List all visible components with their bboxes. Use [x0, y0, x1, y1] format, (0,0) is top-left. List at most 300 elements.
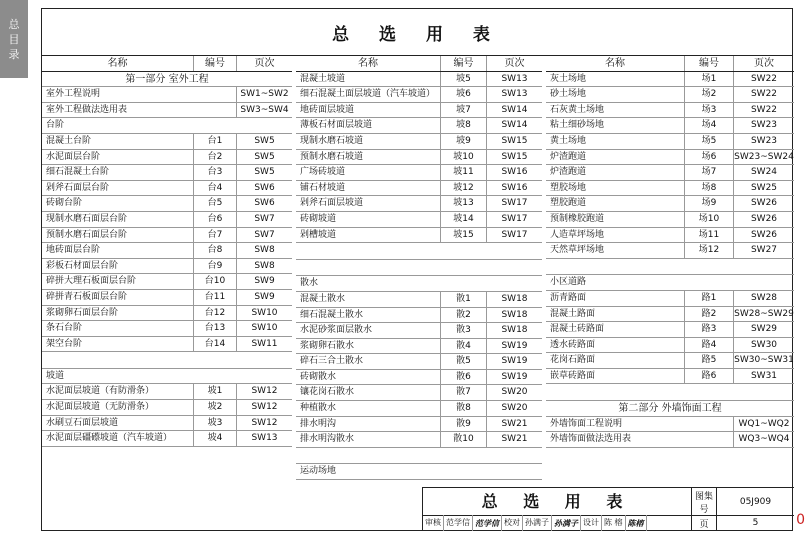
item-number	[686, 275, 734, 290]
drawing-frame	[41, 8, 793, 531]
item-page: SW1~SW2	[236, 87, 292, 102]
item-name: 炉渣跑道	[550, 167, 587, 178]
item-page: SW5	[236, 134, 292, 149]
item-number: 散4	[440, 339, 486, 354]
table-row	[42, 369, 292, 385]
item-number: 台14	[193, 337, 236, 352]
table-row	[296, 354, 542, 370]
item-page: SW22	[733, 72, 794, 87]
atlas-number: 05J909	[739, 496, 772, 507]
check-label: 校对	[502, 515, 523, 531]
item-name: 混凝土散水	[300, 293, 346, 304]
table-row	[42, 431, 292, 447]
item-number: 场1	[684, 72, 733, 87]
table-row	[42, 306, 292, 322]
page-label: 页	[692, 515, 717, 531]
table-row	[42, 321, 292, 337]
item-page: SW26	[733, 196, 794, 211]
item-name: 预制水磨石面层台阶	[46, 229, 128, 240]
item-number: 路6	[684, 369, 733, 384]
item-name: 剁斧石面层坡道	[300, 198, 364, 209]
table-row	[296, 103, 542, 119]
item-name: 混凝土台阶	[46, 135, 92, 146]
item-number: 场10	[684, 212, 733, 227]
item-page: SW28	[733, 291, 794, 306]
item-page: SW23	[733, 134, 794, 149]
item-number: 台9	[193, 259, 236, 274]
table-row	[296, 165, 542, 181]
item-page: WQ1~WQ2	[733, 417, 794, 432]
item-number: 坡8	[440, 118, 486, 133]
item-number: 坡6	[440, 87, 486, 102]
item-number: 场12	[684, 243, 733, 258]
item-page: SW31	[733, 369, 794, 384]
item-number: 台10	[193, 274, 236, 289]
item-number	[685, 417, 733, 432]
item-number: 场4	[684, 118, 733, 133]
item-number: 坡13	[440, 196, 486, 211]
item-number: 路4	[684, 338, 733, 353]
header-num: 编号	[193, 56, 236, 71]
item-number	[685, 432, 733, 447]
item-page: SW26	[733, 228, 794, 243]
item-page: SW14	[486, 118, 542, 133]
item-number	[442, 464, 487, 479]
item-number: 散10	[440, 432, 486, 447]
item-name: 细石混凝土台阶	[46, 167, 110, 178]
item-page: SW12	[236, 384, 292, 399]
item-name: 坡道	[46, 370, 65, 381]
item-name: 排水明沟散水	[300, 434, 355, 445]
item-name: 架空台阶	[46, 338, 83, 349]
title-block	[422, 487, 794, 530]
item-name: 砖砌坡道	[300, 213, 337, 224]
item-page: SW19	[486, 339, 542, 354]
table-row	[42, 134, 292, 150]
item-page: SW24	[733, 165, 794, 180]
item-number: 坡3	[193, 416, 236, 431]
item-number: 台5	[193, 196, 236, 211]
table-row	[296, 292, 542, 308]
item-page: SW3~SW4	[236, 103, 292, 118]
item-number: 坡5	[440, 72, 486, 87]
table-row	[42, 165, 292, 181]
item-name: 碎拼青石板面层台阶	[46, 291, 128, 302]
item-page: SW10	[236, 321, 292, 336]
item-number: 散5	[440, 354, 486, 369]
item-name: 碎石三合土散水	[300, 356, 364, 367]
item-name: 砂土场地	[550, 89, 587, 100]
item-page: SW21	[486, 432, 542, 447]
table-row	[296, 339, 542, 355]
table-row	[42, 416, 292, 432]
item-name: 条石台阶	[46, 323, 83, 334]
item-number: 场7	[684, 165, 733, 180]
item-name: 砖砌散水	[300, 371, 337, 382]
table-row	[296, 196, 542, 212]
item-number: 台2	[193, 150, 236, 165]
table-row	[546, 369, 794, 385]
item-number: 场3	[684, 103, 733, 118]
item-number: 坡4	[193, 431, 236, 446]
review-strip	[423, 515, 691, 531]
blank-row	[546, 384, 794, 401]
table-row	[546, 134, 794, 150]
item-number: 坡11	[440, 165, 486, 180]
item-page: SW17	[486, 228, 542, 243]
item-name: 透水砖路面	[550, 339, 596, 350]
item-name: 花岗石路面	[550, 355, 596, 366]
item-page: SW28~SW29	[733, 307, 794, 322]
item-name: 黄土场地	[550, 135, 587, 146]
item-page: SW13	[236, 431, 292, 446]
item-number: 散6	[440, 370, 486, 385]
atlas-number-cell	[691, 488, 794, 516]
blank-row	[296, 448, 542, 465]
item-number	[194, 103, 236, 118]
table-row	[546, 291, 794, 307]
table-row	[546, 338, 794, 354]
item-name: 细石混凝土面层坡道（汽车坡道）	[300, 89, 436, 100]
item-page: SW23~SW24	[733, 150, 794, 165]
item-page: SW25	[733, 181, 794, 196]
item-name: 室外工程说明	[46, 89, 101, 100]
item-name: 第一部分 室外工程	[125, 73, 209, 85]
item-name: 外墙饰面做法选用表	[550, 434, 632, 445]
item-page: SW6	[236, 181, 292, 196]
item-name: 镶花岗石散水	[300, 387, 355, 398]
item-page: SW12	[236, 416, 292, 431]
header-num: 编号	[684, 56, 733, 71]
table-row	[296, 276, 542, 292]
blank-row	[42, 352, 292, 369]
item-number: 坡12	[440, 181, 486, 196]
page-title: 总 选 用 表	[42, 15, 792, 56]
item-page: SW26	[733, 212, 794, 227]
item-page: SW5	[236, 165, 292, 180]
item-name: 灰土场地	[550, 73, 587, 84]
reviewer-signature: 范学信	[473, 515, 502, 531]
item-page: SW7	[236, 212, 292, 227]
item-name: 种植散水	[300, 403, 337, 414]
item-page: SW19	[486, 354, 542, 369]
item-name: 水泥面层台阶	[46, 151, 101, 162]
item-number: 坡9	[440, 134, 486, 149]
item-name: 嵌草砖路面	[550, 370, 596, 381]
header-page: 页次	[236, 56, 292, 71]
item-page: SW19	[486, 370, 542, 385]
item-name: 外墙饰面工程说明	[550, 418, 623, 429]
table-row	[42, 150, 292, 166]
design-label: 设计	[581, 515, 602, 531]
item-name: 预制水磨石坡道	[300, 151, 364, 162]
item-name: 混凝土路面	[550, 308, 596, 319]
table-row	[546, 212, 794, 228]
table-row	[546, 150, 794, 166]
item-name: 台阶	[46, 120, 65, 131]
table-row	[42, 384, 292, 400]
item-name: 混凝土坡道	[300, 73, 346, 84]
item-number: 台1	[193, 134, 236, 149]
table-row	[42, 400, 292, 416]
item-number	[195, 369, 237, 384]
item-page: SW18	[486, 308, 542, 323]
item-page: SW6	[236, 196, 292, 211]
item-page: SW17	[486, 212, 542, 227]
item-page: SW8	[236, 259, 292, 274]
item-number: 坡14	[440, 212, 486, 227]
item-number: 场6	[684, 150, 733, 165]
item-number	[194, 87, 236, 102]
section-title-row	[546, 401, 794, 417]
item-page	[237, 118, 292, 133]
table-row	[296, 401, 542, 417]
table-row	[546, 165, 794, 181]
item-number: 散8	[440, 401, 486, 416]
item-number: 台8	[193, 243, 236, 258]
table-row	[42, 212, 292, 228]
table-row	[546, 87, 794, 103]
item-page	[487, 276, 542, 291]
item-name: 铺石材坡道	[300, 182, 346, 193]
item-page: SW9	[236, 290, 292, 305]
item-name: 混凝土砖路面	[550, 324, 605, 335]
item-page: SW20	[486, 385, 542, 400]
item-number: 坡10	[440, 150, 486, 165]
item-number: 坡15	[440, 228, 486, 243]
item-number: 路2	[684, 307, 733, 322]
table-row	[296, 181, 542, 197]
table-row	[296, 464, 542, 480]
table-row	[42, 243, 292, 259]
header-name: 名称	[358, 58, 378, 69]
table-column-1	[42, 56, 292, 447]
item-number: 坡1	[193, 384, 236, 399]
section-title-row	[42, 72, 292, 88]
table-row	[42, 337, 292, 353]
table-row	[296, 417, 542, 433]
item-number: 台4	[193, 181, 236, 196]
item-number: 场11	[684, 228, 733, 243]
item-page: SW15	[486, 134, 542, 149]
item-page: SW30	[733, 338, 794, 353]
table-row	[546, 72, 794, 88]
item-number: 路3	[684, 322, 733, 337]
item-name: 薄板石材面层坡道	[300, 120, 373, 131]
item-name: 水刷豆石面层坡道	[46, 417, 119, 428]
item-number: 台13	[193, 321, 236, 336]
item-page: SW21	[486, 417, 542, 432]
item-number: 台3	[193, 165, 236, 180]
item-number	[195, 118, 237, 133]
header-page: 页次	[733, 56, 794, 71]
item-page: SW16	[486, 165, 542, 180]
item-name: 排水明沟	[300, 418, 337, 429]
item-number: 散7	[440, 385, 486, 400]
table-row	[546, 432, 794, 448]
title-block-title: 总 选 用 表	[423, 488, 691, 516]
item-page: SW18	[486, 292, 542, 307]
item-name: 塑胶场地	[550, 182, 587, 193]
item-page: SW13	[486, 72, 542, 87]
item-number: 路1	[684, 291, 733, 306]
table-row	[296, 432, 542, 448]
table-row	[546, 307, 794, 323]
table-row	[42, 259, 292, 275]
item-name: 彩板石材面层台阶	[46, 260, 119, 271]
item-page: WQ3~WQ4	[733, 432, 794, 447]
table-column-3	[546, 56, 794, 448]
atlas-label: 图集号	[692, 488, 717, 515]
checker-signature: 孙满子	[552, 515, 581, 531]
item-name: 地砖面层坡道	[300, 104, 355, 115]
side-tab-char: 录	[8, 47, 20, 61]
designer-signature: 陈榕	[626, 515, 647, 531]
table-row	[546, 103, 794, 119]
item-name: 散水	[300, 278, 319, 289]
table-row	[546, 243, 794, 259]
table-row	[42, 181, 292, 197]
table-row	[296, 212, 542, 228]
table-row	[296, 118, 542, 134]
table-row	[296, 323, 542, 339]
item-name: 细石混凝土散水	[300, 309, 364, 320]
side-tab-char: 目	[8, 32, 20, 46]
item-name: 碎拼大理石板面层台阶	[46, 276, 137, 287]
header-page: 页次	[486, 56, 542, 71]
table-row	[546, 118, 794, 134]
item-name: 粘土细砂场地	[550, 120, 605, 131]
item-page: SW18	[486, 323, 542, 338]
table-row	[296, 385, 542, 401]
table-header	[546, 56, 794, 72]
table-row	[296, 150, 542, 166]
review-label: 审核	[423, 515, 444, 531]
item-page: SW27	[733, 243, 794, 258]
side-tab-char: 总	[8, 17, 20, 31]
table-row	[296, 134, 542, 150]
item-name: 现制水磨石坡道	[300, 135, 364, 146]
item-page: SW20	[486, 401, 542, 416]
table-row	[296, 72, 542, 88]
item-number: 场2	[684, 87, 733, 102]
item-name: 沥青路面	[550, 292, 587, 303]
item-name: 广场砖坡道	[300, 167, 346, 178]
item-page: SW30~SW31	[733, 353, 794, 368]
table-row	[546, 196, 794, 212]
item-name: 浆砌卵石面层台阶	[46, 307, 119, 318]
table-row	[546, 322, 794, 338]
header-num: 编号	[440, 56, 486, 71]
item-name: 炉渣跑道	[550, 151, 587, 162]
item-name: 运动场地	[300, 466, 337, 477]
item-name: 第二部分 外墙饰面工程	[618, 403, 722, 415]
table-row	[546, 181, 794, 197]
table-row	[296, 228, 542, 244]
page-number: 5	[752, 518, 759, 528]
table-column-2	[296, 56, 542, 480]
item-name: 水泥面层坡道（有防滑条）	[46, 386, 155, 397]
item-number: 散9	[440, 417, 486, 432]
table-row	[546, 353, 794, 369]
item-name: 砖砌台阶	[46, 198, 83, 209]
item-name: 剁槽坡道	[300, 229, 337, 240]
item-number: 台6	[193, 212, 236, 227]
item-page: SW17	[486, 196, 542, 211]
side-tab-index[interactable]	[0, 0, 28, 78]
item-page: SW15	[486, 150, 542, 165]
edge-mark: 0	[796, 512, 805, 528]
item-number: 台7	[193, 228, 236, 243]
blank-row	[296, 243, 542, 260]
table-header	[296, 56, 542, 72]
item-page: SW12	[236, 400, 292, 415]
item-page: SW14	[486, 103, 542, 118]
table-row	[42, 196, 292, 212]
item-name: 水泥面层礓礤坡道（汽车坡道）	[46, 433, 173, 444]
item-name: 浆砌卵石散水	[300, 340, 355, 351]
table-row	[42, 274, 292, 290]
item-number: 场9	[684, 196, 733, 211]
table-row	[296, 308, 542, 324]
item-name: 剁斧石面层台阶	[46, 182, 110, 193]
table-row	[42, 290, 292, 306]
table-row	[42, 103, 292, 119]
table-row	[546, 228, 794, 244]
item-page: SW29	[733, 322, 794, 337]
item-page: SW8	[236, 243, 292, 258]
item-page: SW10	[236, 306, 292, 321]
item-page: SW13	[486, 87, 542, 102]
item-name: 水泥砂浆面层散水	[300, 325, 373, 336]
item-page: SW16	[486, 181, 542, 196]
header-name: 名称	[605, 58, 625, 69]
blank-row	[546, 259, 794, 276]
blank-row	[296, 260, 542, 277]
item-page: SW5	[236, 150, 292, 165]
item-page	[237, 369, 292, 384]
item-number: 散1	[440, 292, 486, 307]
item-name: 室外工程做法选用表	[46, 104, 128, 115]
item-page: SW7	[236, 228, 292, 243]
item-page	[734, 275, 794, 290]
reviewer-name: 范学信	[444, 515, 473, 531]
item-page: SW9	[236, 274, 292, 289]
item-name: 小区道路	[550, 277, 587, 288]
table-row	[296, 370, 542, 386]
item-name: 地砖面层台阶	[46, 245, 101, 256]
item-page: SW11	[236, 337, 292, 352]
item-name: 现制水磨石面层台阶	[46, 213, 128, 224]
table-row	[42, 228, 292, 244]
item-number: 路5	[684, 353, 733, 368]
item-number: 场5	[684, 134, 733, 149]
item-name: 石灰黄土场地	[550, 104, 605, 115]
table-row	[546, 417, 794, 433]
item-number: 场8	[684, 181, 733, 196]
item-name: 塑胶跑道	[550, 198, 587, 209]
item-page: SW22	[733, 103, 794, 118]
item-name: 天然草坪场地	[550, 245, 605, 256]
item-number	[442, 276, 487, 291]
header-name: 名称	[107, 58, 128, 69]
item-number: 坡7	[440, 103, 486, 118]
table-row	[546, 275, 794, 291]
item-number: 台11	[193, 290, 236, 305]
table-header	[42, 56, 292, 72]
table-row	[296, 87, 542, 103]
item-page: SW23	[733, 118, 794, 133]
